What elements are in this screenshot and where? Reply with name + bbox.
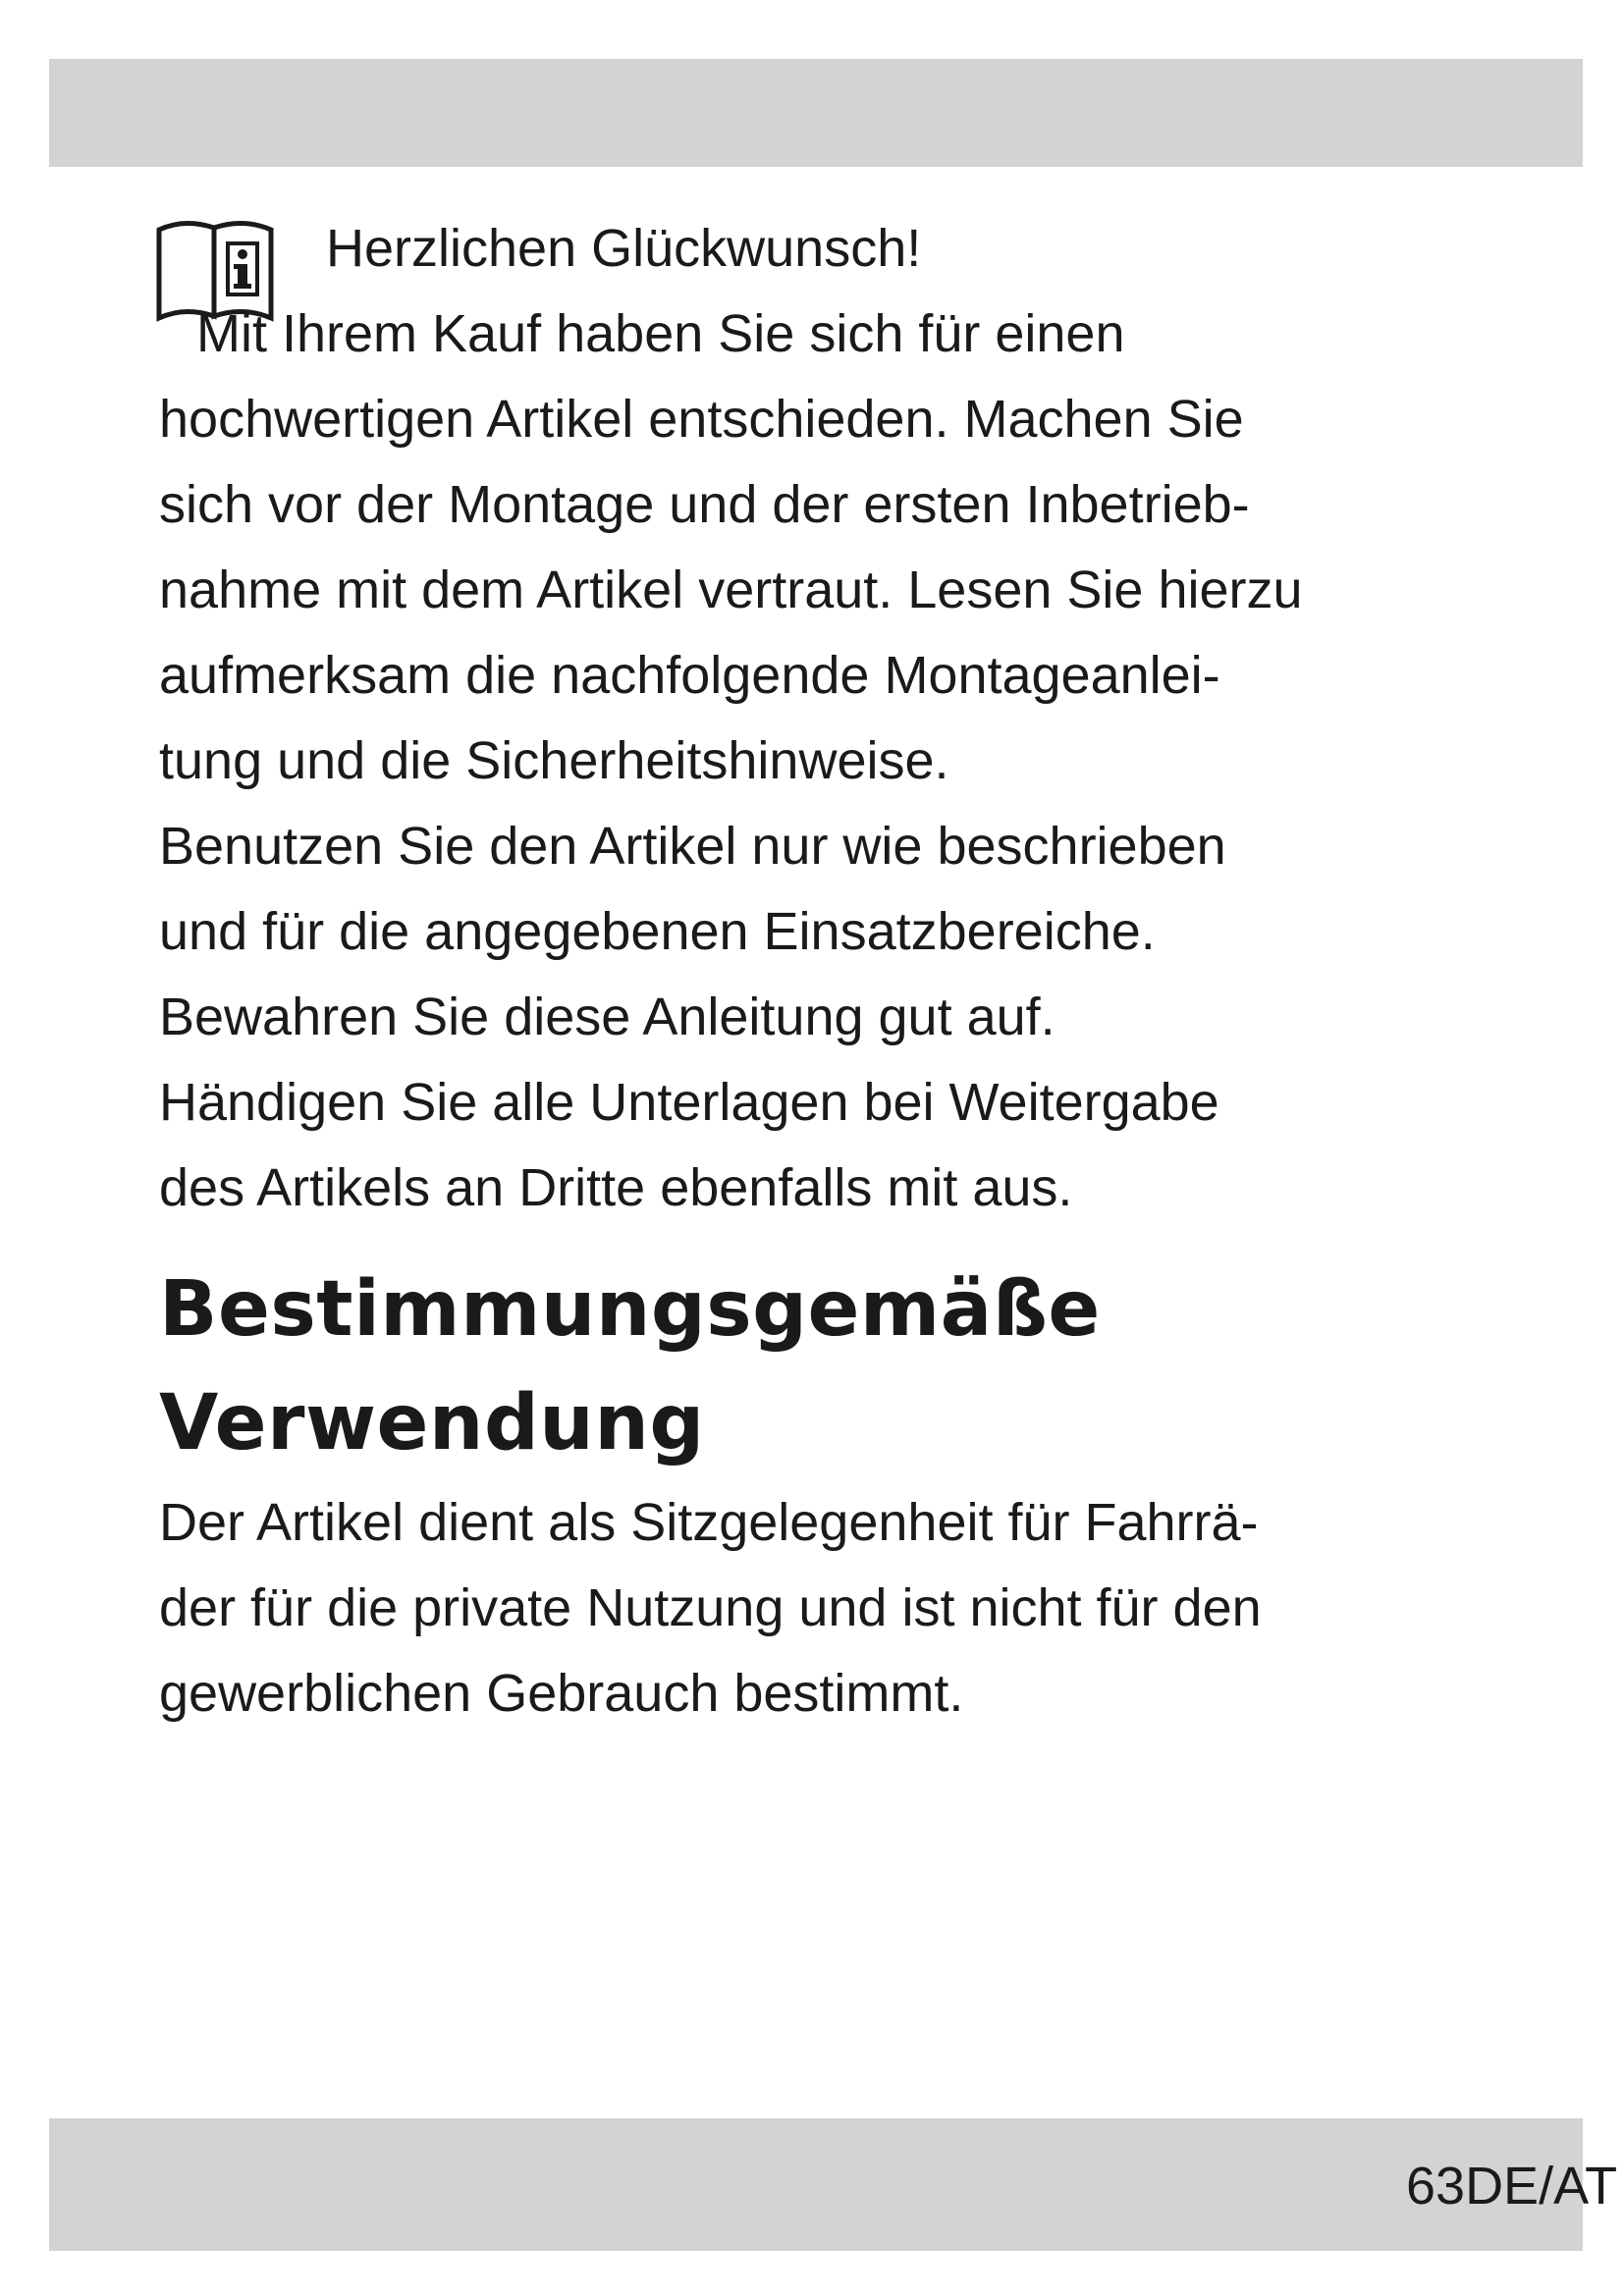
- intro-line: Benutzen Sie den Artikel nur wie beschrieben: [159, 817, 1226, 876]
- intro-paragraph: [159, 377, 1485, 1231]
- header-bar: [49, 59, 1583, 167]
- intro-line: und für die angegebenen Einsatzbereiche.: [159, 902, 1156, 961]
- section-body-line: Der Artikel dient als Sitzgelegenheit für Fahrrä-: [159, 1493, 1259, 1552]
- intro-line: Bewahren Sie diese Anleitung gut auf.: [159, 988, 1056, 1046]
- intro-line: sich vor der Montage und der ersten Inbetrieb-: [159, 475, 1250, 534]
- section-heading: [159, 1253, 1485, 1480]
- main-content: [159, 206, 1485, 1736]
- footer-bar: [49, 2118, 1618, 2251]
- greeting-text: Herzlichen Glückwunsch!: [326, 219, 922, 278]
- intro-first-line: Mit Ihrem Kauf haben Sie sich für einen: [196, 304, 1125, 363]
- page-number: 63DE/AT: [1406, 2157, 1618, 2216]
- section-body: [159, 1480, 1485, 1736]
- intro-line: des Artikels an Dritte ebenfalls mit aus.: [159, 1158, 1073, 1217]
- section-heading-line: Bestimmungsgemäße: [159, 1265, 1101, 1354]
- intro-line: aufmerksam die nachfolgende Montageanlei-: [159, 646, 1220, 705]
- intro-line: Händigen Sie alle Unterlagen bei Weitergabe: [159, 1073, 1219, 1132]
- intro-line: nahme mit dem Artikel vertraut. Lesen Sie hierzu: [159, 561, 1303, 619]
- intro-line: hochwertigen Artikel entschieden. Machen Sie: [159, 390, 1244, 449]
- intro-line: tung und die Sicherheitshinweise.: [159, 731, 949, 790]
- section-body-line: gewerblichen Gebrauch bestimmt.: [159, 1664, 964, 1723]
- section-heading-line: Verwendung: [159, 1379, 705, 1468]
- section-body-line: der für die private Nutzung und ist nicht für den: [159, 1578, 1262, 1637]
